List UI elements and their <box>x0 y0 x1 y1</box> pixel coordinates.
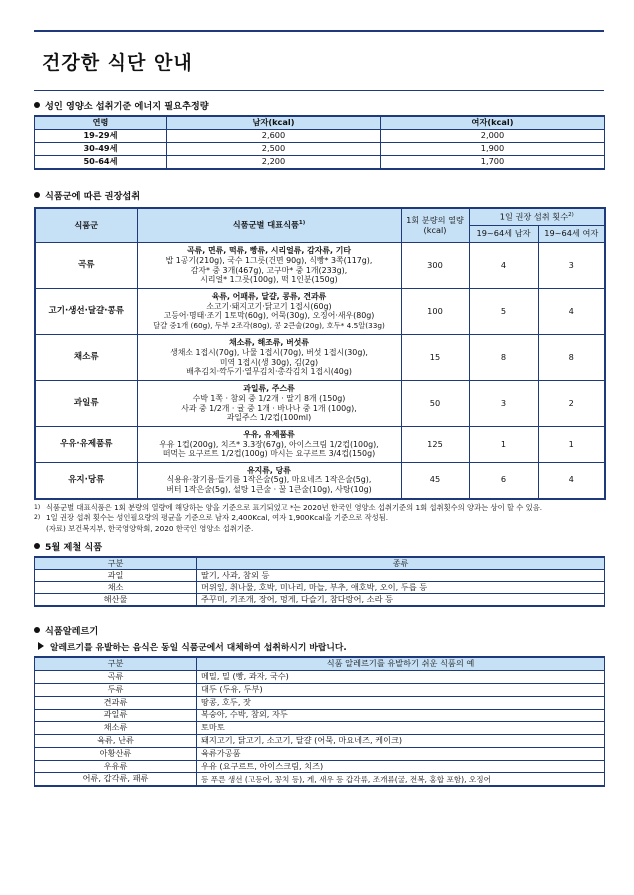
food-examples-line: 떠먹는 요구르트 1/2컵(100g) 마시는 요구르트 3/4컵(150g) <box>162 449 376 459</box>
food-examples-line: 식용유·참기름·들기름 1작은술(5g), 마요네즈 1작은술(5g), <box>166 475 372 485</box>
food-examples-line: 시리얼* 1그릇(100g), 떡 1인분(150g) <box>200 275 338 285</box>
table-header-row <box>35 116 605 130</box>
footnote-text: 식품군별 대표식품은 1회 분량의 열량에 해당하는 양을 기준으로 표기되었고 *는 2020년 한국인 영양소 섭취기준의 1회 섭취횟수의 양과는 상이 할 수 있음. <box>46 502 543 512</box>
female-count-cell: 3 <box>538 243 605 289</box>
male-count-cell: 6 <box>469 463 538 499</box>
category-cell: 어류, 갑각류, 패류 <box>35 773 197 786</box>
table-row <box>35 156 605 170</box>
female-kcal-cell: 2,000 <box>381 130 605 143</box>
food-examples-cell <box>137 335 401 381</box>
examples-cell: 복숭아, 수박, 참외, 자두 <box>197 709 605 722</box>
food-examples-line: 달걀 중1개 (60g), 두부 2조각(80g), 콩 2큰술(20g), 호두* 4.5알(33g) <box>153 321 385 331</box>
table-row <box>35 709 605 722</box>
male-count-cell: 1 <box>469 427 538 463</box>
serving-kcal-cell: 45 <box>401 463 469 499</box>
food-group-cell: 유지·당류 <box>35 463 137 499</box>
table-header-row <box>35 657 605 670</box>
food-group-cell: 고기·생선·달걀·콩류 <box>35 289 137 335</box>
seasonal-food-table <box>34 556 605 607</box>
food-examples-cell <box>137 427 401 463</box>
column-header-foods-label: 식품군별 대표식품 <box>232 219 299 230</box>
energy-table <box>34 115 605 170</box>
table-row <box>35 722 605 735</box>
food-examples-line: 밥 1공기(210g), 국수 1그릇(건면 90g), 식빵* 3쪽(117g), <box>165 255 373 265</box>
food-examples-head: 유지류, 당류 <box>247 465 291 475</box>
female-count-cell: 2 <box>538 381 605 427</box>
food-group-cell: 곡류 <box>35 243 137 289</box>
section-seasonal-title: 5월 제철 식품 <box>45 542 103 554</box>
items-cell: 머위잎, 취나물, 호박, 미나리, 마늘, 부추, 애호박, 오이, 두릅 등 <box>197 582 605 594</box>
category-cell: 아황산류 <box>35 747 197 760</box>
page-title: 건강한 식단 안내 <box>42 52 193 74</box>
male-count-cell: 8 <box>469 335 538 381</box>
bullet-icon <box>34 543 40 549</box>
food-examples-head: 육류, 어패류, 달걀, 콩류, 견과류 <box>211 292 327 302</box>
column-header-female: 19~64세 여자 <box>538 226 605 243</box>
age-cell: 19-29세 <box>35 130 167 143</box>
food-examples-line: 과일주스 1/2컵(100ml) <box>226 413 312 423</box>
serving-kcal-cell: 50 <box>401 381 469 427</box>
category-cell: 채소 <box>35 582 197 594</box>
table-header-row <box>35 208 605 226</box>
food-examples-line: 버터 1작은술(5g), 설탕 1큰술 · 꿀 1큰술(10g), 사탕(10g) <box>166 485 372 495</box>
category-cell: 채소류 <box>35 722 197 735</box>
table-row <box>35 463 605 499</box>
table-row <box>35 773 605 786</box>
triangle-right-icon <box>38 642 44 650</box>
section-food-group-title: 식품군에 따른 권장섭취 <box>45 191 141 202</box>
allergy-table <box>34 656 605 787</box>
document-page <box>34 30 604 787</box>
items-cell: 딸기, 사과, 참외 등 <box>197 570 605 582</box>
food-examples-line: 사과 중 1/2개 · 귤 중 1개 · 바나나 중 1개 (100g), <box>181 403 357 413</box>
table-row <box>35 335 605 381</box>
table-row <box>35 143 605 156</box>
column-header: 구분 <box>35 557 197 570</box>
category-cell: 곡류 <box>35 671 197 684</box>
column-header: 구분 <box>35 657 197 670</box>
female-count-cell: 4 <box>538 463 605 499</box>
column-header-serving: 1회 분량의 열량(kcal) <box>401 208 469 243</box>
table-row <box>35 671 605 684</box>
food-examples-head: 곡류, 면류, 떡류, 빵류, 시리얼류, 감자류, 기타 <box>186 246 352 256</box>
footnote-source <box>34 524 604 535</box>
table-row <box>35 243 605 289</box>
female-count-cell: 4 <box>538 289 605 335</box>
category-cell: 해산물 <box>35 594 197 607</box>
section-seasonal-heading <box>34 539 604 553</box>
section-energy-title: 성인 영양소 섭취기준 에너지 필요추정량 <box>45 101 209 112</box>
category-cell: 과일 <box>35 570 197 582</box>
food-examples-line: 우유 1컵(200g), 치즈* 3.3장(67g), 아이스크림 1/2컵(100g), <box>159 439 379 449</box>
examples-cell: 등 푸른 생선 (고등어, 꽁치 등), 게, 새우 등 갑각류, 조개류(굴, 전복, 홍합 포함), 오징어 <box>197 773 605 786</box>
female-kcal-cell: 1,900 <box>381 143 605 156</box>
male-kcal-cell: 2,600 <box>167 130 381 143</box>
male-count-cell: 5 <box>469 289 538 335</box>
food-examples-line: 소고기·돼지고기·닭고기 1접시(60g) <box>206 301 332 311</box>
table-row <box>35 683 605 696</box>
examples-cell: 메밀, 밀 (빵, 과자, 국수) <box>197 671 605 684</box>
column-header: 식품 알레르기를 유발하기 쉬운 식품의 예 <box>197 657 605 670</box>
serving-kcal-cell: 125 <box>401 427 469 463</box>
table-row <box>35 696 605 709</box>
footnote-mark: 2) <box>568 211 574 218</box>
table-row <box>35 381 605 427</box>
section-food-group-heading <box>34 188 604 202</box>
food-examples-cell <box>137 289 401 335</box>
category-cell: 견과류 <box>35 696 197 709</box>
examples-cell: 땅콩, 호두, 잣 <box>197 696 605 709</box>
bullet-icon <box>34 192 40 198</box>
food-examples-head: 과일류, 주스류 <box>243 384 295 394</box>
footnote-mark: 2) <box>34 514 41 522</box>
male-kcal-cell: 2,500 <box>167 143 381 156</box>
food-examples-line: 배추김치·깍두기·열무김치·총각김치 1접시(40g) <box>186 367 352 377</box>
food-examples-head: 채소류, 해조류, 버섯류 <box>228 338 310 348</box>
footnote-mark <box>34 524 46 535</box>
food-examples-line: 생채소 1접시(70g), 나물 1접시(70g), 버섯 1접시(30g), <box>170 347 368 357</box>
male-count-cell: 4 <box>469 243 538 289</box>
footnote-mark: 1) <box>34 503 41 511</box>
food-group-cell: 채소류 <box>35 335 137 381</box>
category-cell: 육류, 난류 <box>35 735 197 748</box>
food-examples-head: 우유, 유제품류 <box>243 430 295 440</box>
column-header-male: 19~64세 남자 <box>469 226 538 243</box>
female-kcal-cell: 1,700 <box>381 156 605 170</box>
bullet-icon <box>34 627 40 633</box>
table-header-row <box>35 557 605 570</box>
serving-kcal-cell: 15 <box>401 335 469 381</box>
serving-kcal-cell: 300 <box>401 243 469 289</box>
footnote <box>34 503 604 514</box>
serving-kcal-cell: 100 <box>401 289 469 335</box>
age-cell: 30-49세 <box>35 143 167 156</box>
examples-cell: 토마토 <box>197 722 605 735</box>
food-examples-line: 고등어·명태·조기 1토막(60g), 어묵(30g), 오징어·새우(80g) <box>163 311 375 321</box>
food-group-cell: 우유·유제품류 <box>35 427 137 463</box>
male-kcal-cell: 2,200 <box>167 156 381 170</box>
examples-cell: 대두 (두유, 두부) <box>197 683 605 696</box>
age-cell: 50-64세 <box>35 156 167 170</box>
section-allergy-title: 식품알레르기 <box>45 626 99 638</box>
male-count-cell: 3 <box>469 381 538 427</box>
items-cell: 주꾸미, 키조개, 장어, 멍게, 다슬기, 참다랑어, 소라 등 <box>197 594 605 607</box>
food-group-table <box>34 207 606 500</box>
food-examples-line: 미역 1접시(생 30g), 김(2g) <box>219 357 319 367</box>
column-header-daily-label: 1일 권장 섭취 횟수 <box>499 211 569 222</box>
food-group-cell: 과일류 <box>35 381 137 427</box>
column-header: 연령 <box>35 116 167 130</box>
table-row <box>35 427 605 463</box>
column-header-foods <box>137 208 401 243</box>
examples-cell: 돼지고기, 닭고기, 소고기, 달걀 (어묵, 마요네즈, 케이크) <box>197 735 605 748</box>
footnote-text: 1일 권장 섭취 횟수는 성인필요량의 평균을 기준으로 남자 2,400Kcal, 여자 1,900Kcal을 기준으로 작성됨. <box>46 513 389 523</box>
section-energy-heading <box>34 98 604 112</box>
table-row <box>35 570 605 582</box>
food-examples-cell <box>137 463 401 499</box>
footnote-text: (자료) 보건복지부, 한국영양학회, 2020 한국인 영양소 섭취기준. <box>46 524 254 534</box>
top-rule <box>34 30 604 32</box>
food-examples-cell <box>137 381 401 427</box>
footnotes <box>34 503 604 536</box>
examples-cell: 육류가공품 <box>197 747 605 760</box>
column-header: 남자(kcal) <box>167 116 381 130</box>
footnote <box>34 513 604 524</box>
examples-cell: 우유 (요구르트, 아이스크림, 치즈) <box>197 760 605 773</box>
bullet-icon <box>34 102 40 108</box>
column-header-daily <box>469 208 605 226</box>
table-row <box>35 747 605 760</box>
column-header: 여자(kcal) <box>381 116 605 130</box>
column-header-group: 식품군 <box>35 208 137 243</box>
female-count-cell: 8 <box>538 335 605 381</box>
table-row <box>35 735 605 748</box>
table-row <box>35 582 605 594</box>
title-rule <box>34 90 604 91</box>
food-examples-cell <box>137 243 401 289</box>
table-row <box>35 760 605 773</box>
table-row <box>35 289 605 335</box>
footnote-mark: 1) <box>298 220 306 227</box>
category-cell: 두류 <box>35 683 197 696</box>
table-row <box>35 594 605 607</box>
allergy-subheading <box>38 639 604 653</box>
food-examples-line: 감자* 중 3개(467g), 고구마* 중 1개(233g), <box>190 265 348 275</box>
food-examples-line: 수박 1쪽 · 참외 중 1/2개 · 딸기 8개 (150g) <box>192 393 346 403</box>
female-count-cell: 1 <box>538 427 605 463</box>
column-header: 종류 <box>197 557 605 570</box>
category-cell: 과일류 <box>35 709 197 722</box>
table-row <box>35 130 605 143</box>
section-allergy-heading <box>34 623 604 637</box>
category-cell: 우유류 <box>35 760 197 773</box>
allergy-subheading-text: 알레르기를 유발하는 음식은 동일 식품군에서 대체하여 섭취하시기 바랍니다. <box>50 642 347 653</box>
